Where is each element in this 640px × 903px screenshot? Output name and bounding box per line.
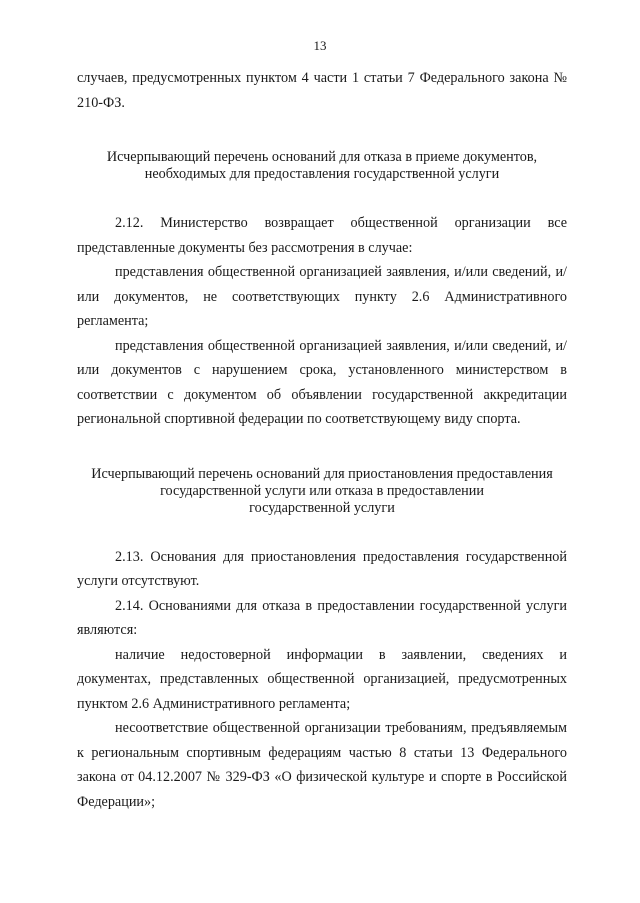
paragraph-2-13: 2.13. Основания для приостановления предоставления государственной услуги отсутствуют. <box>77 548 567 589</box>
heading-line: государственной услуги <box>249 499 395 516</box>
document-body <box>77 66 567 814</box>
paragraph-2-12-item2: представления общественной организацией заявления, и/или сведений, и/или документов с нарушением срока, установленного министерством в соответствии с документом об объявлении государственной аккредитации региональной спортивной федерации по соответствующему виду спорта. <box>77 337 567 427</box>
section-heading-suspension-refusal <box>77 466 567 517</box>
paragraph-2-14-item1: наличие недостоверной информации в заявлении, сведениях и документах, представленных общественной организацией, предусмотренных пунктом 2.6 Административного регламента; <box>77 646 567 712</box>
heading-line: необходимых для предоставления государственной услуги <box>144 166 500 182</box>
paragraph-2-12-intro: 2.12. Министерство возвращает общественной организации все представленные документы без рассмотрения в случае: <box>77 215 567 256</box>
paragraph-2-14-intro: 2.14. Основаниями для отказа в предоставлении государственной услуги являются: <box>77 597 567 638</box>
heading-line: Исчерпывающий перечень оснований для приостановления предоставления <box>91 465 553 482</box>
paragraph-2-12-item1: представления общественной организацией заявления, и/или сведений, и/или документов, не соответствующих пункту 2.6 Административного регламента; <box>77 264 567 329</box>
heading-line: государственной услуги или отказа в предоставлении <box>160 482 484 499</box>
paragraph-2-14-item2: несоответствие общественной организации требованиям, предъявляемым к региональным спортивным федерациям частью 8 статьи 13 Федерального закона от 04.12.2007 № 329-ФЗ «О физической культуре и спорте в Российской Федерации»; <box>77 720 567 810</box>
page-number: 13 <box>313 38 327 53</box>
section-heading-refusal-acceptance <box>77 149 567 183</box>
heading-line: Исчерпывающий перечень оснований для отказа в приеме документов, <box>106 149 538 165</box>
paragraph-continuation: случаев, предусмотренных пунктом 4 части 1 статьи 7 Федерального закона № 210-ФЗ. <box>77 70 567 111</box>
